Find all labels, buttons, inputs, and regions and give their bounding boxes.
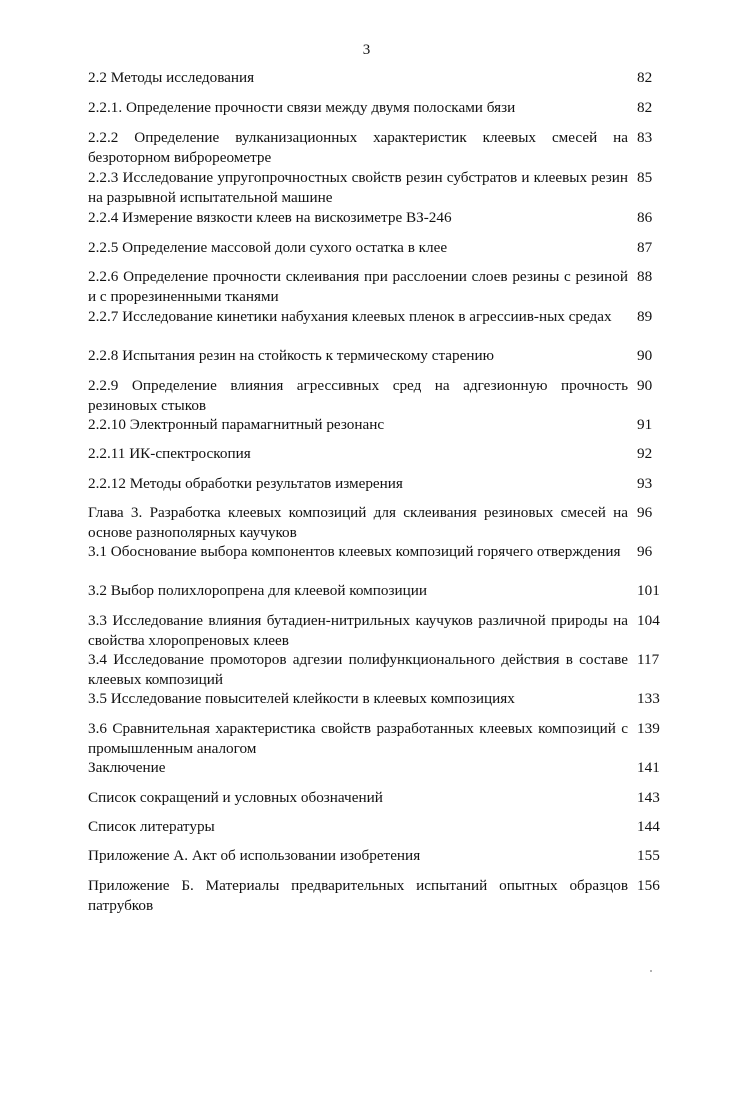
toc-entry-title: 2.2.8 Испытания резин на стойкость к термическому старению xyxy=(88,347,494,364)
toc-entry-title: Список литературы xyxy=(88,818,215,835)
toc-entry-title: 3.3 Исследование влияния бутадиен-нитрильных каучуков различной природы на свойства хлоропреновых клеев xyxy=(88,612,628,649)
toc-entry-page: 96 xyxy=(637,543,653,560)
toc-entry-page: 87 xyxy=(637,239,653,256)
toc-entry-page: 141 xyxy=(637,759,660,776)
toc-entry-page: 93 xyxy=(637,475,653,492)
toc-entry-title: Глава 3. Разработка клеевых композиций для склеивания резиновых смесей на основе разнополярных каучуков xyxy=(88,504,628,541)
toc-entry-title: 3.1 Обоснование выбора компонентов клеевых композиций горячего отверждения xyxy=(88,543,621,560)
toc-entry-page: 90 xyxy=(637,347,653,364)
toc-entry-page: 83 xyxy=(637,129,653,146)
toc-entry-page: 88 xyxy=(637,268,653,285)
toc-entry-title: 2.2.3 Исследование упругопрочностных свойств резин субстратов и клеевых резин на разрывной испытательной машине xyxy=(88,169,628,206)
toc-entry-page: 92 xyxy=(637,445,653,462)
toc-entry-page: 82 xyxy=(637,69,653,86)
toc-entry-page: 155 xyxy=(637,847,660,864)
toc-entry-page: 82 xyxy=(637,99,653,116)
toc-entry-page: 91 xyxy=(637,416,653,433)
toc-entry-title: 2.2.6 Определение прочности склеивания при расслоении слоев резины с резиной и с прорезиненными тканями xyxy=(88,268,628,305)
toc-entry-title: 2.2.12 Методы обработки результатов измерения xyxy=(88,475,403,492)
page-number: 3 xyxy=(362,42,371,58)
toc-entry-title: 2.2.9 Определение влияния агрессивных сред на адгезионную прочность резиновых стыков xyxy=(88,377,628,414)
toc-entry-page: 117 xyxy=(637,651,660,668)
toc-entry-title: 2.2.11 ИК-спектроскопия xyxy=(88,445,251,462)
toc-entry-title: 2.2.5 Определение массовой доли сухого остатка в клее xyxy=(88,239,448,256)
toc-entry-title: 2.2.2 Определение вулканизационных характеристик клеевых смесей на безроторном виброреометре xyxy=(88,129,628,166)
toc-entry-page: 104 xyxy=(637,612,660,629)
toc-entry-page: 143 xyxy=(637,789,660,806)
toc-entry-page: 101 xyxy=(637,582,660,599)
toc-entry-page: 85 xyxy=(637,169,653,186)
toc-entry-title: Приложение Б. Материалы предварительных испытаний опытных образцов патрубков xyxy=(88,877,628,914)
toc-entry-title: 3.4 Исследование промоторов адгезии полифункционального действия в составе клеевых композиций xyxy=(88,651,628,688)
toc-entry-title: 3.2 Выбор полихлоропрена для клеевой композиции xyxy=(88,582,428,599)
toc-entry-page: 96 xyxy=(637,504,653,521)
toc-entry-page: 90 xyxy=(637,377,653,394)
toc-entry-title: 3.6 Сравнительная характеристика свойств разработанных клеевых композиций с промышленным аналогом xyxy=(88,720,628,757)
toc-entry-page: 156 xyxy=(637,877,660,894)
toc-entry-title: Приложение А. Акт об использовании изобретения xyxy=(88,847,421,864)
scan-speck xyxy=(650,970,652,972)
toc-entry-title: 2.2.7 Исследование кинетики набухания клеевых пленок в агрессиив-ных средах xyxy=(88,308,612,325)
toc-entry-page: 86 xyxy=(637,209,653,226)
toc-entry-title: 3.5 Исследование повысителей клейкости в клеевых композициях xyxy=(88,690,515,707)
toc-entry-title: 2.2.10 Электронный парамагнитный резонанс xyxy=(88,416,385,433)
toc-entry-title: 2.2 Методы исследования xyxy=(88,69,255,86)
toc-entry-page: 133 xyxy=(637,690,660,707)
toc-entry-page: 89 xyxy=(637,308,653,325)
toc-entry-title: 2.2.4 Измерение вязкости клеев на вискозиметре ВЗ-246 xyxy=(88,209,452,226)
toc-entry-title: 2.2.1. Определение прочности связи между двумя полосками бязи xyxy=(88,99,516,116)
toc-entry-title: Список сокращений и условных обозначений xyxy=(88,789,383,806)
toc-entry-page: 139 xyxy=(637,720,660,737)
toc-entry-page: 144 xyxy=(637,818,660,835)
toc-entry-title: Заключение xyxy=(88,759,166,776)
